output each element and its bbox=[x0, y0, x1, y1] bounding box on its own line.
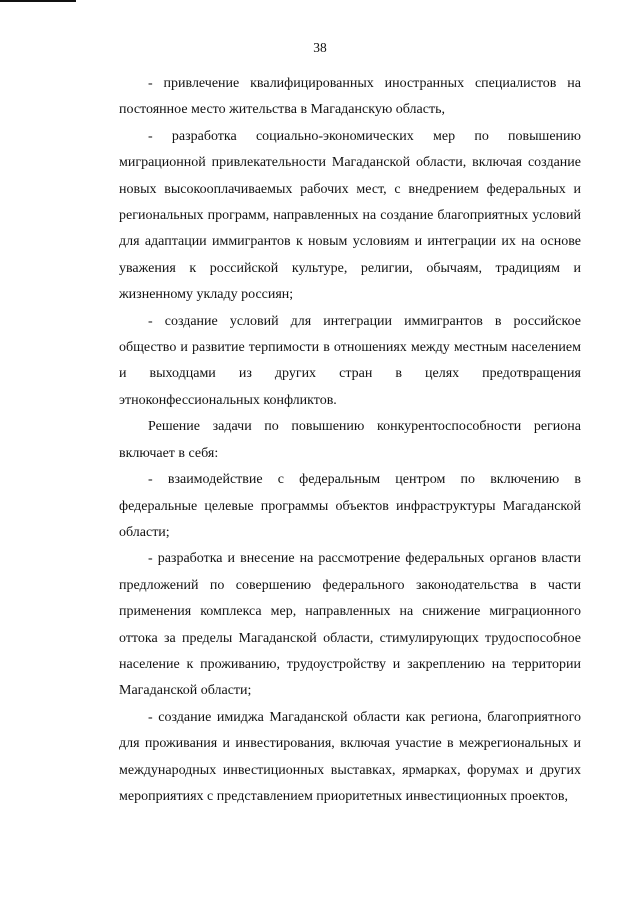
paragraph-legislation-proposals: - разработка и внесение на рассмотрение федеральных органов власти предложений по совершению федерального законодательства в части применения комплекса мер, направленных на снижение миграционного оттока за пределы Магаданской области, стимулирующих трудоспособное население к проживанию, трудоустройству и закреплению на территории Магаданской области; bbox=[119, 551, 581, 699]
page-number: 38 bbox=[313, 40, 327, 55]
paragraph-competitiveness-task: Решение задачи по повышению конкурентоспособности региона включает в себя: bbox=[119, 419, 581, 461]
paragraph-immigrant-integration: - создание условий для интеграции иммигрантов в российское общество и развитие терпимости в отношениях между местным населением и выходцами из других стран в целях предотвращения этноконфессиональных конфликтов. bbox=[119, 313, 581, 408]
paragraph-federal-programs: - взаимодействие с федеральным центром по включению в федеральные целевые программы объектов инфраструктуры Магаданской области; bbox=[119, 472, 581, 540]
top-edge-rule bbox=[0, 0, 76, 2]
document-body bbox=[119, 71, 581, 810]
paragraph-migration-attractiveness: - разработка социально-экономических мер по повышению миграционной привлекательности Магаданской области, включая создание новых высокооплачиваемых рабочих мест, с внедрением федеральных и региональных программ, направленных на создание благоприятных условий для адаптации иммигрантов к новым условиям и интеграции их на основе уважения к российской культуре, религии, обычаям, традициям и жизненному укладу россиян; bbox=[119, 128, 581, 303]
paragraph-qualified-specialists: - привлечение квалифицированных иностранных специалистов на постоянное место жительства в Магаданскую область, bbox=[119, 76, 581, 118]
paragraph-region-image: - создание имиджа Магаданской области как региона, благоприятного для проживания и инвестирования, включая участие в межрегиональных и международных инвестиционных выставках, ярмарках, форумах и других мероприятиях с представлением приоритетных инвестиционных проектов, bbox=[119, 709, 581, 804]
